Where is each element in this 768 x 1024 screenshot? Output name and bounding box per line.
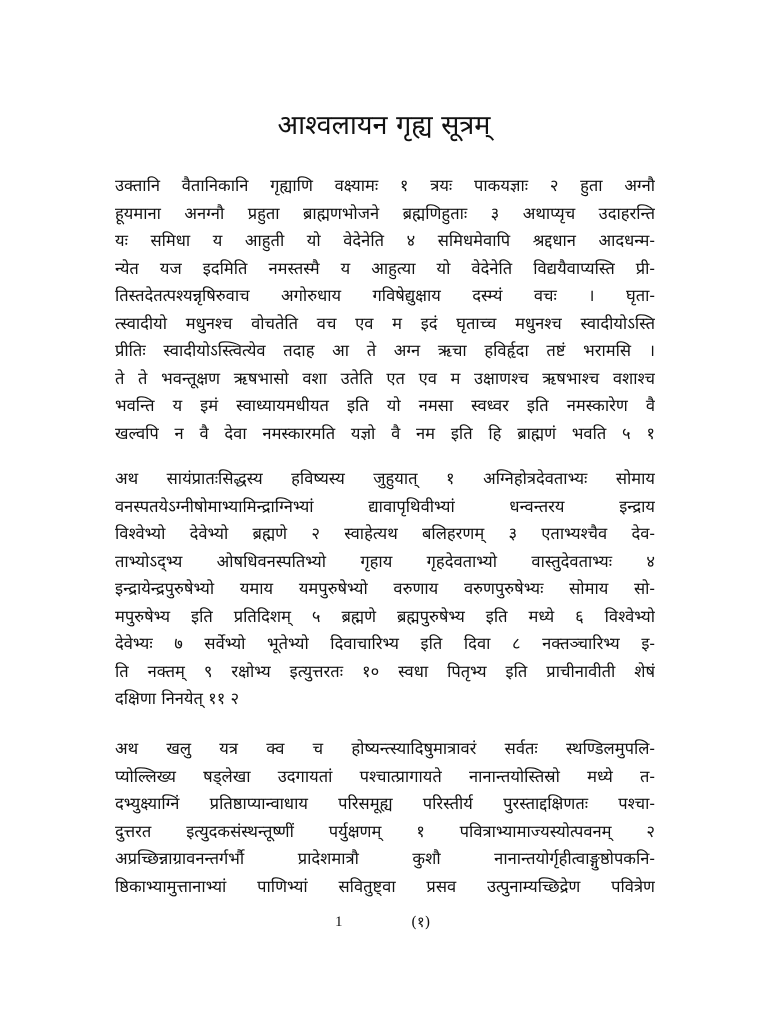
text-line: न्येत यज इदमिति नमस्तस्मै य आहुत्या यो वेदेनेति विद्ययैवाप्यस्ति प्री-: [115, 258, 655, 278]
text-line: खल्वपि न वै देवा नमस्कारमति यज्ञो वै नम इति हि ब्राह्मणं भवति ५ १: [115, 423, 655, 443]
text-line: इन्द्रायेन्द्रपुरुषेभ्यो यमाय यमपुरुषेभ्यो वरुणाय वरुणपुरुषेभ्यः सोमाय सो-: [115, 579, 655, 598]
text-line: अथ सायंप्रातःसिद्धस्य हविष्यस्य जुहुयात् १ अग्निहोत्रदेवताभ्यः सोमाय: [115, 469, 655, 488]
text-line: मपुरुषेभ्य इति प्रतिदिशम् ५ ब्रह्मणे ब्रह्मपुरुषेभ्य इति मध्ये ६ विश्वेभ्यो: [115, 606, 655, 626]
text-line: ति नक्तम् ९ रक्षोभ्य इत्युत्तरतः १० स्वधा पितृभ्य इति प्राचीनावीती शेषं: [115, 661, 655, 681]
text-line: प्रीतिः स्वादीयोऽस्त्वित्येव तदाह आ ते अग्न ऋचा हविर्हृदा तष्टं भरामसि ।: [115, 341, 655, 360]
devanagari-page-number: (१): [411, 913, 431, 931]
text-line: त्स्वादीयो मधुनश्च वोचतेति वच एव म इदं घृताच्च मधुनश्च स्वादीयोऽस्ति: [115, 313, 655, 333]
text-line: अप्रच्छिन्नाग्रावनन्तर्गर्भौ प्रादेशमात्रौ कुशौ नानान्तयोर्गृहीत्वाङ्गुष्ठोपकनि-: [115, 849, 655, 868]
text-line: हूयमाना अनग्नौ प्रहुता ब्राह्मणभोजने ब्रह्मणिहुताः ३ अथाप्यृच उदाहरन्ति: [115, 203, 655, 223]
paragraph-2: [115, 465, 655, 713]
text-line: ताभ्योऽद्भ्य ओषधिवनस्पतिभ्यो गृहाय गृहदेवताभ्यो वास्तुदेवताभ्यः ४: [115, 551, 655, 571]
text-line: दुत्तरत इत्युदकसंस्थन्तूष्णीं पर्युक्षणम् १ पवित्राभ्यामाज्यस्योत्पवनम् २: [115, 821, 655, 841]
text-line: यः समिधा य आहुती यो वेदेनेति ४ समिधमेवापि श्रद्दधान आदधन्म-: [115, 231, 655, 250]
text-line: देवेभ्यः ७ सर्वेभ्यो भूतेभ्यो दिवाचारिभ्य इति दिवा ८ नक्तञ्चारिभ्य इ-: [115, 634, 655, 653]
document-title: आश्वलायन गृह्य सूत्रम्: [277, 110, 491, 141]
text-line: उक्तानि वैतानिकानि गृह्याणि वक्ष्यामः १ त्रयः पाकयज्ञाः २ हुता अग्नौ: [115, 176, 655, 195]
paragraph-3: [115, 735, 655, 900]
text-line: प्योल्लिख्य षड्लेखा उदगायतां पश्चात्प्रागायते नानान्तयोस्तिस्रो मध्ये त-: [115, 766, 655, 786]
text-line: अथ खलु यत्र क्व च होष्यन्त्स्यादिषुमात्रावरं सर्वतः स्थण्डिलमुपलि-: [115, 739, 655, 758]
text-line: भवन्ति य इमं स्वाध्यायमधीयत इति यो नमसा स्वध्वर इति नमस्कारेण वै: [115, 396, 655, 415]
text-line: ष्ठिकाभ्यामुत्तानाभ्यां पाणिभ्यां सवितुष्ट्वा प्रसव उत्पुनाम्यच्छिद्रेण पवित्रेण: [115, 876, 655, 896]
text-line: तिस्तदेतत्पश्यन्नृषिरुवाच अगोरुधाय गविषेद्युक्षाय दस्म्यं वचः । घृता-: [115, 286, 655, 305]
text-line: विश्वेभ्यो देवेभ्यो ब्रह्मणे २ स्वाहेत्यथ बलिहरणम् ३ एताभ्यश्चैव देव-: [115, 524, 655, 543]
text-line: दभ्युक्ष्याग्निं प्रतिष्ठाप्यान्वाधाय परिसमूह्य परिस्तीर्य पुरस्ताद्दक्षिणतः पश्चा-: [115, 794, 655, 813]
text-line: वनस्पतयेऽग्नीषोमाभ्यामिन्द्राग्निभ्यां द्यावापृथिवीभ्यां धन्वन्तरय इन्द्राय: [115, 496, 655, 516]
text-line: ते ते भवन्तूक्षण ऋषभासो वशा उतेति एत एव म उक्षाणश्च ऋषभाश्च वशाश्च: [115, 368, 655, 388]
paragraph-1: [115, 172, 655, 447]
text-line: दक्षिणा निनयेत् ११ २: [115, 689, 240, 708]
page-number: 1: [335, 914, 343, 930]
